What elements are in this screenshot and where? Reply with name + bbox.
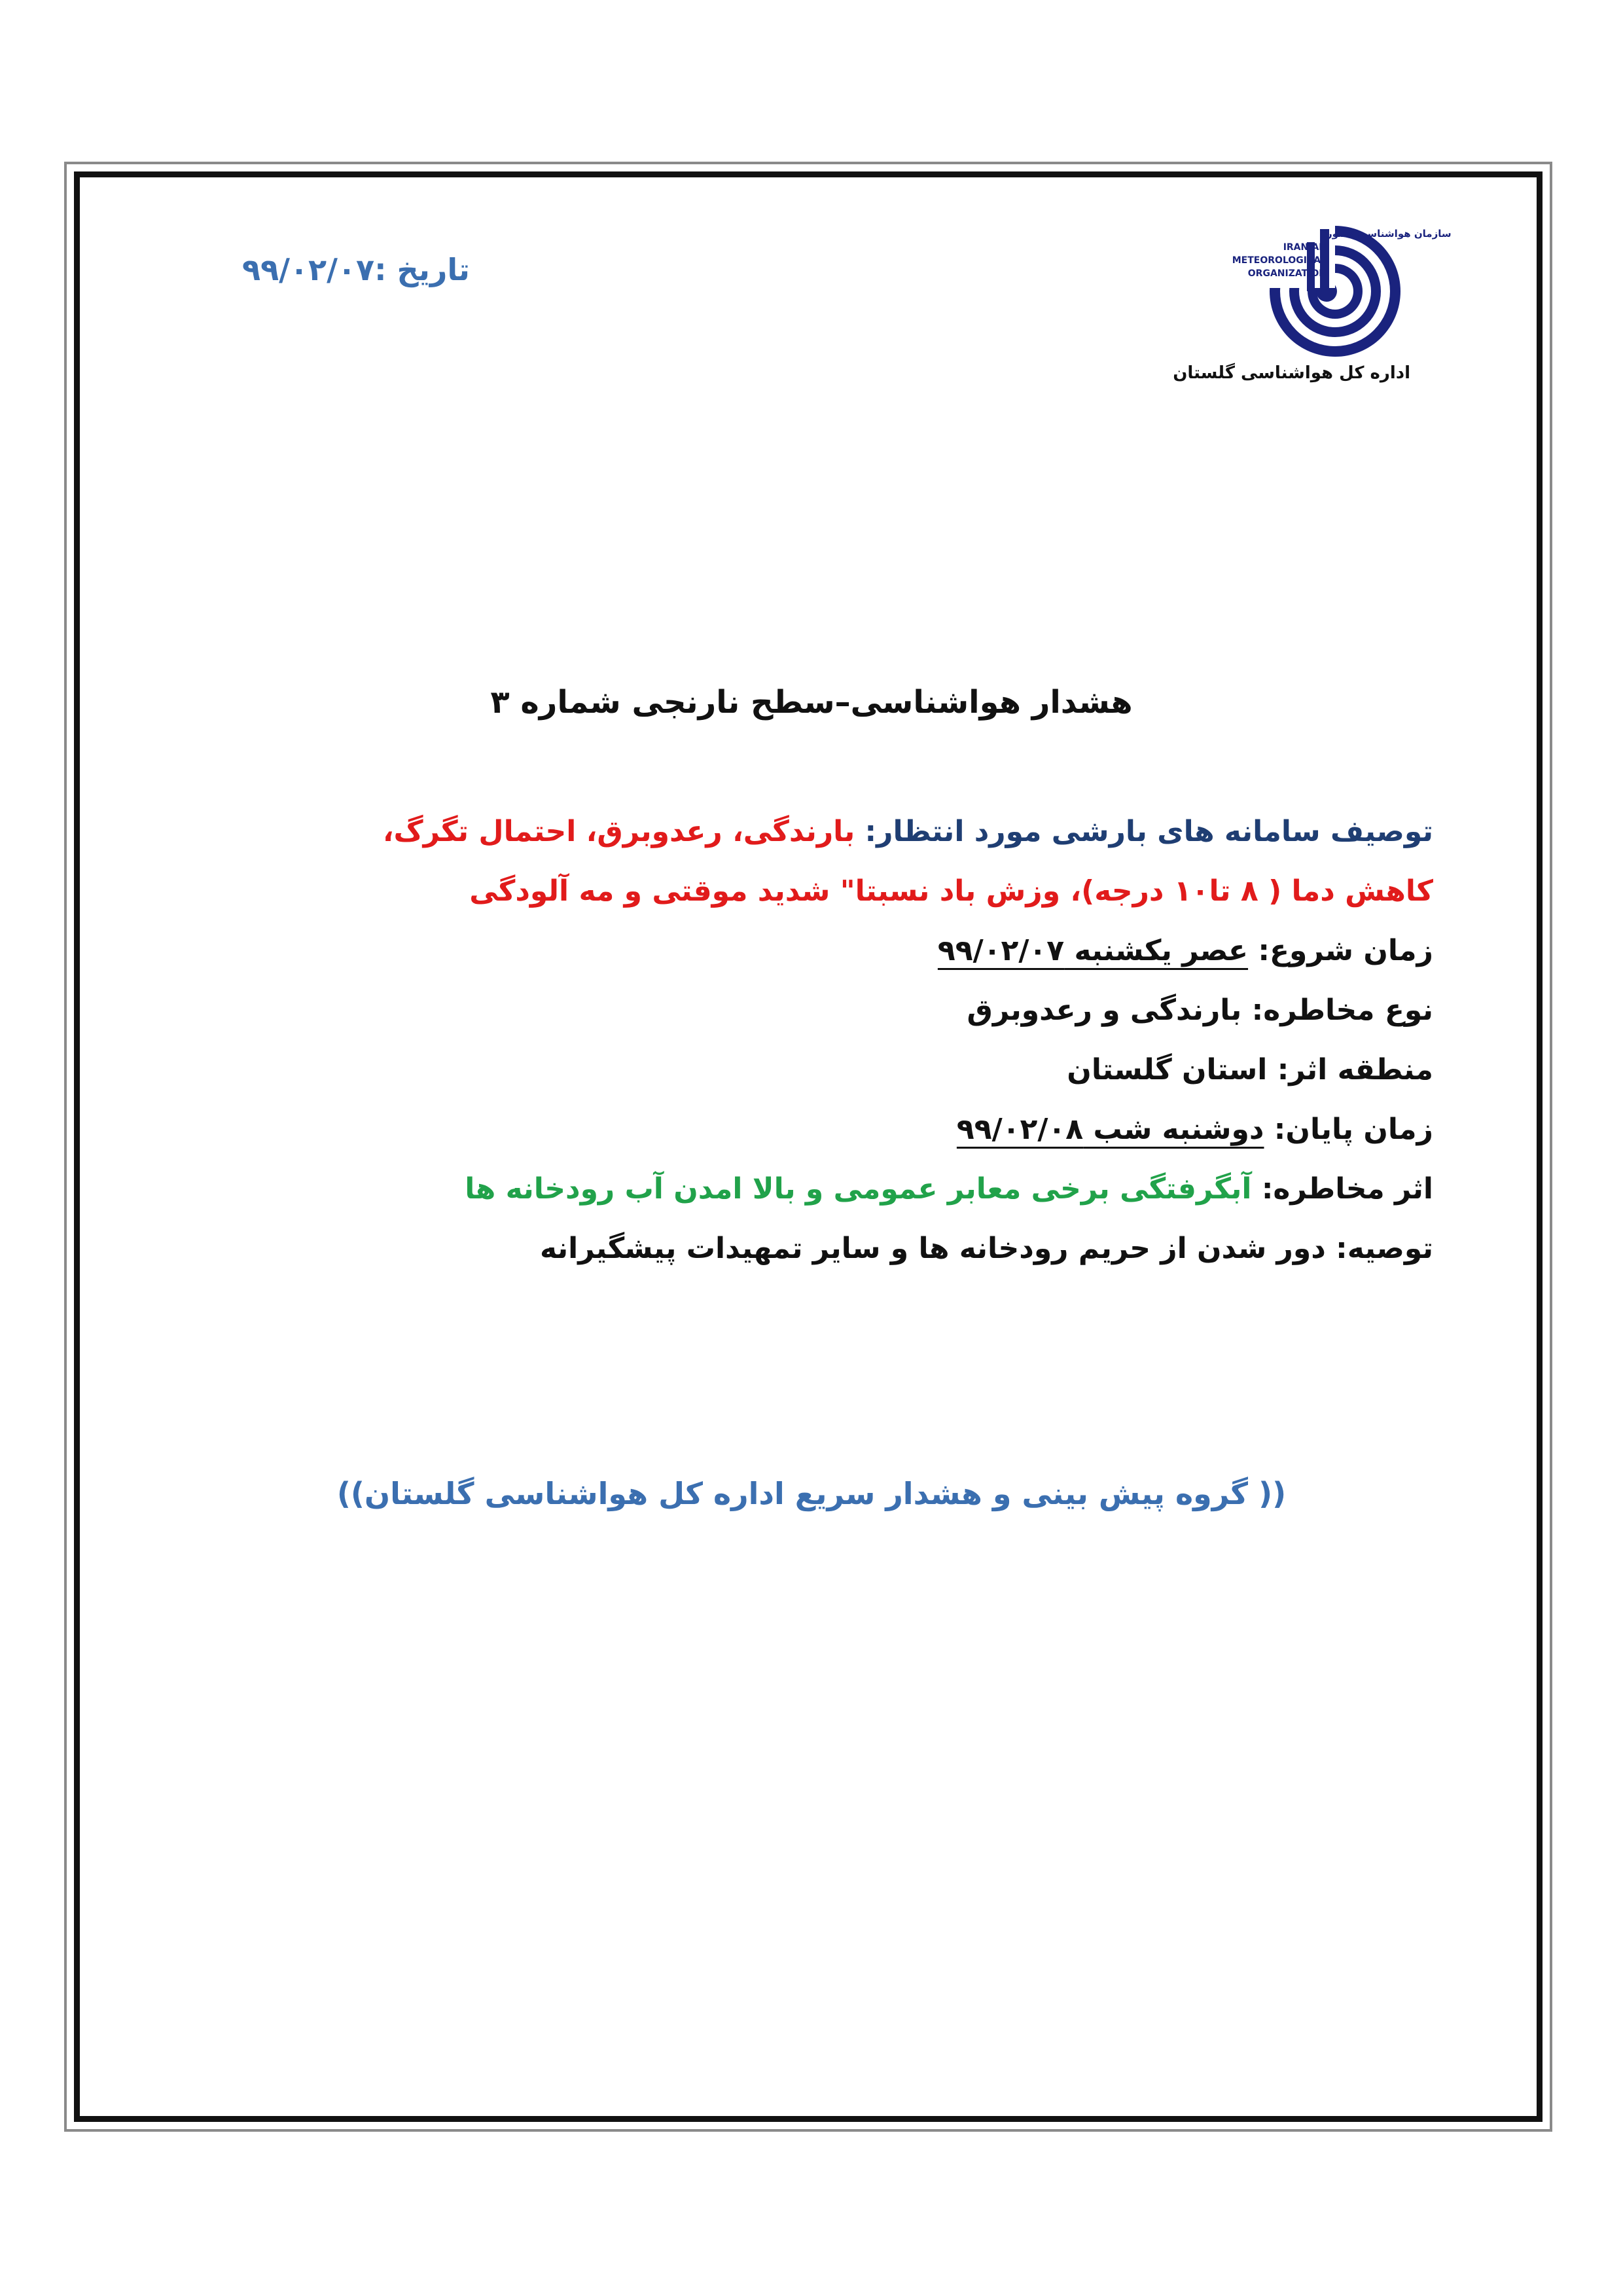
advice-value: دور شدن از حریم رودخانه ها و سایر تمهیدات پیشگیرانه xyxy=(539,1232,1326,1265)
warning-body xyxy=(177,802,1433,1278)
issuing-group-signature: (( گروه پیش بینی و هشدار سریع اداره کل هواشناسی گلستان)) xyxy=(336,1476,1287,1511)
end-time-label: زمان پایان: xyxy=(1264,1113,1433,1146)
hazard-type-row xyxy=(177,980,1433,1040)
start-time-label: زمان شروع: xyxy=(1248,934,1433,967)
systems-row-continued xyxy=(177,861,1433,921)
hazard-type-value: بارندگی و رعدوبرق xyxy=(967,994,1242,1027)
advice-row xyxy=(177,1219,1433,1278)
meteorological-organization-logo xyxy=(1175,209,1452,360)
end-time-value: دوشنبه شب ۹۹/۰۲/۰۸ xyxy=(956,1113,1264,1146)
hazard-type-label: نوع مخاطره: xyxy=(1241,994,1433,1027)
logo-org-name-en-line2: METEOROLOGICAL xyxy=(1232,255,1327,266)
start-time-row xyxy=(177,921,1433,980)
logo-org-name-fa: سازمان هواشناسی کشور xyxy=(1327,228,1452,240)
systems-label: توصیف سامانه های بارشی مورد انتظار: xyxy=(855,815,1433,848)
issue-date: تاریخ :۹۹/۰۲/۰۷ xyxy=(242,252,470,287)
hazard-effect-value: آبگرفتگی برخی معابر عمومی و بالا امدن آب رودخانه ها xyxy=(465,1172,1252,1206)
logo-org-name-en-line1: IRANIAN xyxy=(1283,242,1327,253)
affected-area-row xyxy=(177,1040,1433,1100)
systems-row xyxy=(177,802,1433,861)
advice-label: توصیه: xyxy=(1325,1232,1433,1265)
systems-value-line1: بارندگی، رعدوبرق، احتمال تگرگ، xyxy=(382,815,855,848)
hazard-effect-row xyxy=(177,1159,1433,1219)
logo-org-name-en-line3: ORGANIZATION xyxy=(1247,268,1327,279)
organization-logo-block xyxy=(1173,209,1452,406)
affected-area-label: منطقه اثر: xyxy=(1267,1053,1433,1086)
logo-caption: اداره کل هواشناسی گلستان xyxy=(1173,363,1410,383)
hazard-effect-label: اثر مخاطره: xyxy=(1251,1172,1433,1206)
start-time-value: عصر یکشنبه ۹۹/۰۲/۰۷ xyxy=(937,934,1249,967)
systems-value-line2: کاهش دما ( ۸ تا۱۰ درجه)، وزش باد نسبتا" شدید موقتی و مه آلودگی xyxy=(469,874,1433,908)
end-time-row xyxy=(177,1100,1433,1159)
affected-area-value: استان گلستان xyxy=(1067,1053,1268,1086)
spiral-emblem-icon xyxy=(1260,223,1400,357)
warning-title: هشدار هواشناسی–سطح نارنجی شماره ۳ xyxy=(490,684,1133,721)
